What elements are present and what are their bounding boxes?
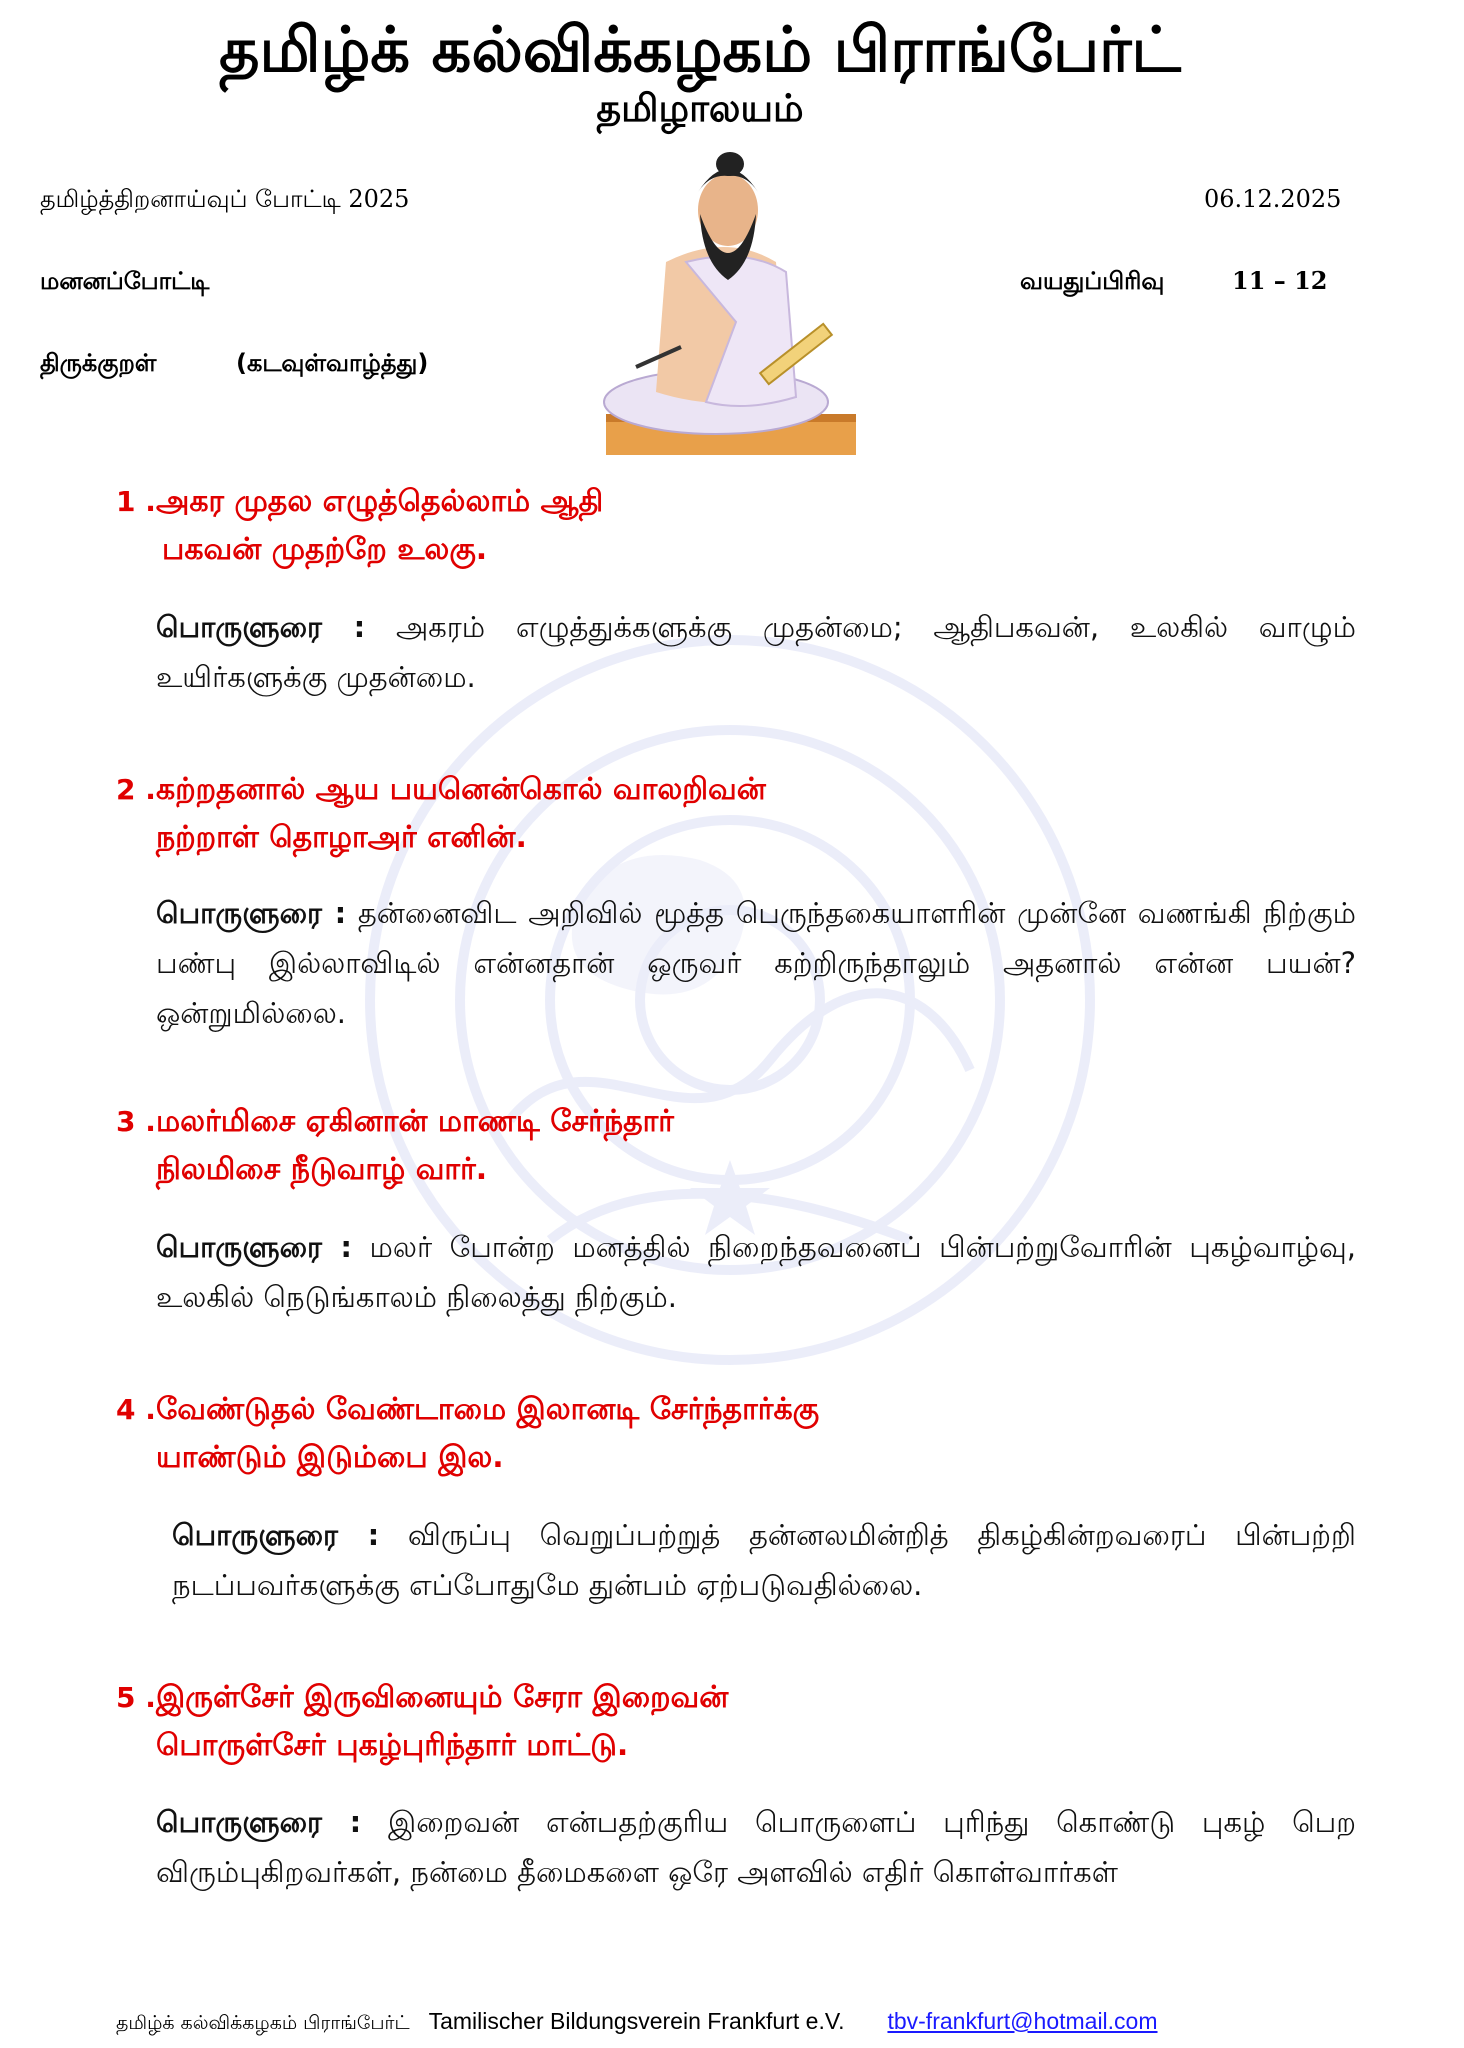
kural-line-2: பொருள்சேர் புகழ்புரிந்தார் மாட்டு. [156,1728,629,1763]
meaning-text: மலர் போன்ற மனத்தில் நிறைந்தவனைப் பின்பற்றுவோரின் புகழ்வாழ்வு, உலகில் நெடுங்காலம் நிலைத்து நிற்கும். [156,1230,1356,1314]
thiruvalluvar-portrait [596,152,866,457]
meaning-label: பொருளுரை : [172,1518,380,1552]
kural-line-2: யாண்டும் இடும்பை இல. [156,1440,504,1475]
competition-category: மனனப்போட்டி [40,267,210,295]
kural-line-2: நற்றாள் தொழாஅர் எனின். [156,820,527,855]
kural-line-2: பகவன் முதற்றே உலகு. [162,532,488,567]
chapter-label: (கடவுள்வாழ்த்து) [236,349,429,377]
topic-label: திருக்குறள் [40,349,157,377]
kural-line-1: கற்றதனால் ஆய பயனென்கொல் வாலறிவன் [156,772,766,807]
footer-org-german: Tamilischer Bildungsverein Frankfurt e.V. [428,2008,845,2034]
kural-meaning [156,1222,1356,1322]
kural-line-1: வேண்டுதல் வேண்டாமை இலானடி சேர்ந்தார்க்கு [156,1392,820,1427]
kural-meaning [156,602,1356,702]
age-group-range: 11 – 12 [1232,266,1328,295]
competition-label: தமிழ்த்திறனாய்வுப் போட்டி 2025 [40,185,410,213]
event-date: 06.12.2025 [1204,185,1342,213]
meaning-label: பொருளுரை : [156,1230,353,1264]
kural-line-2: நிலமிசை நீடுவாழ் வார். [156,1152,488,1187]
meaning-text: அகரம் எழுத்துக்களுக்கு முதன்மை; ஆதிபகவன், உலகில் வாழும் உயிர்களுக்கு முதன்மை. [156,610,1357,694]
footer-org-tamil: தமிழ்க் கல்விக்கழகம் பிராங்பேர்ட் [116,2012,410,2034]
meaning-label: பொருளுரை : [156,610,366,644]
footer [116,2006,1158,2038]
page-title: தமிழ்க் கல்விக்கழகம் பிராங்பேர்ட் [219,13,1181,86]
kural-number: 3 . [116,1105,156,1138]
kural-number: 2 . [116,773,156,806]
meaning-text: இறைவன் என்பதற்குரிய பொருளைப் புரிந்து கொண்டு புகழ் பெற விரும்புகிறவர்கள், நன்மை தீமைகளை ஒரே அளவில் எதிர் கொள்வார்கள் [156,1805,1356,1889]
kural-line-1: மலர்மிசை ஏகினான் மாணடி சேர்ந்தார் [156,1104,674,1139]
kural-line-1: அகர முதல எழுத்தெல்லாம் ஆதி [156,484,604,519]
meaning-text: தன்னைவிட அறிவில் மூத்த பெருந்தகையாளரின் முன்னே வணங்கி நிற்கும் பண்பு இல்லாவிடில் என்னதான் ஒருவர் கற்றிருந்தாலும் அதனால் என்ன பயன்? ஒன்றுமில்லை. [156,896,1356,1030]
age-group-label: வயதுப்பிரிவு [1020,267,1165,295]
meaning-label: பொருளுரை : [156,896,347,930]
kural-line-1: இருள்சேர் இருவினையும் சேரா இறைவன் [156,1680,729,1715]
kural-meaning [156,888,1356,1038]
kural-meaning [172,1510,1356,1610]
meaning-text: விருப்பு வெறுப்பற்றுத் தன்னலமின்றித் திகழ்கின்றவரைப் பின்பற்றி நடப்பவர்களுக்கு எப்போதுமே துன்பம் ஏற்படுவதில்லை. [172,1518,1356,1602]
meaning-label: பொருளுரை : [156,1805,362,1839]
page-subtitle: தமிழாலயம் [596,86,804,130]
kural-meaning [156,1797,1356,1897]
kural-number: 4 . [116,1393,156,1426]
kural-number: 5 . [116,1681,156,1714]
kural-number: 1 . [116,485,156,518]
footer-email-link[interactable]: tbv-frankfurt@hotmail.com [887,2008,1158,2034]
